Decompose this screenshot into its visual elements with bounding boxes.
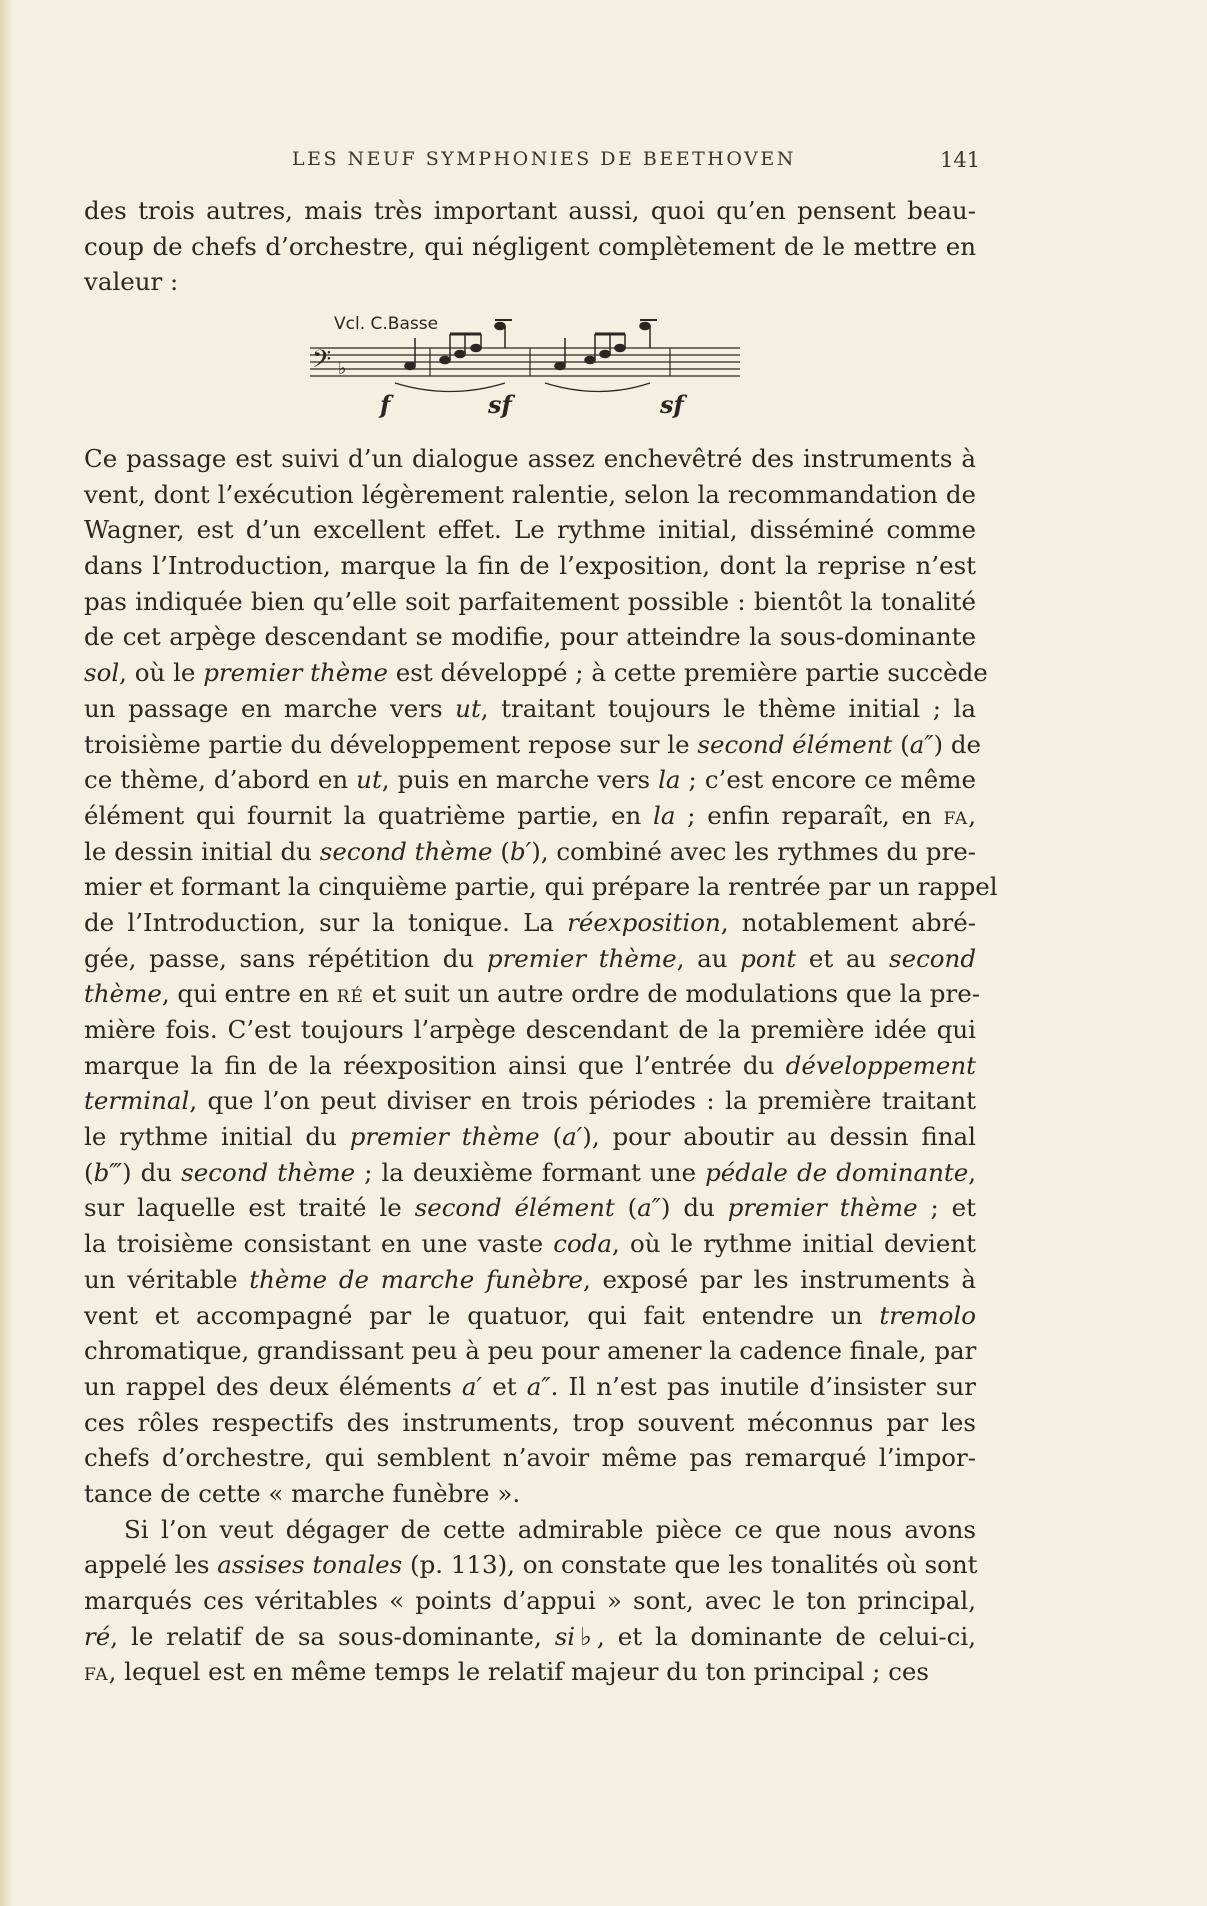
text-run: Wagner, est d’un excellent effet. Le rythme initial, disséminé comme (84, 515, 976, 545)
text-run: ) de (933, 729, 982, 759)
text-run: premier thème (349, 1122, 540, 1152)
text-line (84, 798, 976, 834)
text-run: ut (455, 693, 481, 723)
text-block-main (84, 441, 998, 1690)
text-run: troisième partie du développement repose sur le (84, 729, 698, 759)
text-line (84, 691, 976, 727)
text-line (84, 1369, 976, 1405)
text-run: ; la deuxième formant une (355, 1157, 706, 1187)
text-line (84, 1155, 976, 1191)
text-line (84, 1083, 976, 1119)
text-run: ( (492, 836, 510, 866)
text-run: sol (84, 658, 120, 688)
text-line (84, 619, 976, 655)
text-run: a″ (909, 729, 934, 759)
text-run: marqués ces véritables « points d’appui » sont, avec le ton principal, (84, 1586, 976, 1615)
text-run: premier thème (203, 658, 389, 688)
text-run: a″ (526, 1371, 551, 1401)
text-run: , et la dominante de celui-ci, (597, 1621, 976, 1651)
text-run: ces rôles respectifs des instruments, trop souvent méconnus par les (84, 1407, 976, 1437)
text-run: , le relatif de sa sous-dominante, (110, 1621, 555, 1651)
text-run: premier thème (727, 1193, 918, 1223)
running-head (0, 148, 1207, 178)
text-line (84, 512, 976, 548)
text-line (84, 1440, 976, 1476)
text-line (84, 727, 982, 763)
text-line (84, 584, 976, 620)
music-staff (300, 308, 760, 418)
text-run: ut (356, 765, 382, 795)
text-run: a″ (637, 1193, 661, 1223)
text-run: la troisième consistant en une vaste (84, 1229, 554, 1259)
text-run: , (968, 1157, 977, 1187)
text-run: et au (796, 943, 889, 973)
text-run: mière fois. C’est toujours l’arpège descendant de la première idée qui (84, 1015, 976, 1044)
text-run: ) du (660, 1193, 728, 1223)
text-run: coda (553, 1229, 613, 1259)
text-line (84, 1405, 976, 1441)
text-run: ( (539, 1122, 563, 1152)
text-run: réexposition (567, 907, 721, 937)
text-run: second thème (319, 836, 493, 866)
text-line (84, 1512, 976, 1548)
text-run: , notablement abré- (720, 907, 977, 937)
text-line (84, 548, 976, 584)
text-run: , exposé par les instruments à (582, 1264, 976, 1294)
text-run: ( (614, 1193, 638, 1223)
text-line (84, 976, 980, 1012)
text-run: ), pour aboutir au dessin final (582, 1122, 976, 1152)
text-run: marque la fin de la réexposition ainsi que l’entrée du (84, 1050, 786, 1080)
paragraph-2 (84, 1512, 976, 1690)
text-line (84, 941, 976, 977)
text-run: a′ (461, 1371, 483, 1401)
text-run: tremolo (879, 1300, 976, 1330)
text-run: de l’Introduction, sur la tonique. La (84, 907, 568, 937)
text-run: et suit un autre ordre de modulations que la pre- (363, 979, 980, 1009)
text-run: ré (84, 1621, 111, 1651)
text-line (84, 1583, 976, 1619)
svg-text:𝄢: 𝄢 (312, 345, 332, 380)
text-run: thème de marche funèbre (249, 1264, 583, 1294)
text-run: second élément (414, 1193, 615, 1223)
text-run: . Il n’est pas inutile d’insister sur (550, 1371, 976, 1401)
music-example (300, 308, 760, 418)
text-run: , où le rythme initial devient (612, 1229, 976, 1259)
text-line (84, 869, 998, 905)
text-run: second thème (181, 1157, 356, 1187)
page-edge-shadow (0, 0, 14, 1906)
text-line (84, 1547, 976, 1583)
music-instrument-label: Vcl. C.Basse (334, 314, 439, 334)
text-line (84, 1476, 976, 1512)
text-run: (p. 113), on constate que les tonalités où sont (402, 1550, 978, 1580)
text-run: la (653, 800, 676, 830)
text-run: second élément (697, 729, 893, 759)
text-line: coup de chefs d’orchestre, qui négligent complètement de le mettre en (84, 231, 976, 261)
text-run: si♭ (554, 1621, 598, 1651)
text-line: valeur : (84, 267, 179, 297)
text-run: FA (943, 808, 969, 829)
text-run: ( (84, 1157, 94, 1187)
text-run: tance de cette « marche funèbre ». (84, 1478, 521, 1508)
text-run: dans l’Introduction, marque la fin de l’exposition, dont la reprise n’est (84, 551, 976, 581)
text-run: ( (892, 729, 910, 759)
text-run: a′ (562, 1122, 583, 1152)
page-number: 141 (940, 148, 981, 172)
text-run: ; enfin reparaît, en (675, 800, 944, 830)
text-line (84, 1619, 976, 1655)
text-line (84, 477, 976, 513)
text-block-intro (84, 193, 976, 300)
text-run: ), combiné avec les rythmes du pre- (531, 836, 976, 866)
text-run: FA (84, 1665, 109, 1686)
svg-text:♭: ♭ (338, 358, 347, 379)
text-run: ; et (917, 1193, 976, 1223)
text-line (84, 834, 976, 870)
text-run: thème (84, 979, 162, 1009)
text-line (84, 1226, 976, 1262)
text-run: ; c’est encore ce même (680, 765, 976, 795)
text-line (84, 1654, 976, 1690)
text-run: un véritable (84, 1264, 250, 1294)
text-run: , que l’on peut diviser en trois périodes : la première traitant (189, 1086, 976, 1116)
text-run: vent, dont l’exécution légèrement ralentie, selon la recommandation de (84, 479, 976, 509)
text-run: vent et accompagné par le quatuor, qui fait entendre un (84, 1300, 880, 1330)
text-run: pédale de dominante (705, 1157, 969, 1187)
text-run: de cet arpège descendant se modifie, pour atteindre la sous-dominante (84, 622, 976, 652)
text-line (84, 655, 988, 691)
text-line (84, 1012, 976, 1048)
text-run: un passage en marche vers (84, 693, 456, 723)
text-line (84, 1119, 976, 1155)
text-line (84, 1048, 976, 1084)
text-run: terminal (84, 1086, 190, 1116)
text-run: Si l’on veut dégager de cette admirable pièce ce que nous avons (124, 1514, 976, 1544)
text-run: le rythme initial du (84, 1122, 350, 1152)
text-run: premier thème (486, 943, 677, 973)
text-run: chefs d’orchestre, qui semblent n’avoir même pas remarqué l’impor- (84, 1443, 976, 1473)
dynamic-marking: sf (660, 390, 684, 419)
text-run: la (658, 765, 681, 795)
text-run: ) du (122, 1157, 182, 1187)
text-line (84, 1190, 976, 1226)
text-run: pont (740, 943, 797, 973)
running-head-title: LES NEUF SYMPHONIES DE BEETHOVEN (292, 148, 796, 170)
text-line (84, 762, 976, 798)
text-run: , (968, 800, 976, 830)
text-run: , puis en marche vers (381, 765, 659, 795)
text-run: le dessin initial du (84, 836, 320, 866)
text-run: b‴ (93, 1157, 122, 1187)
text-run: chromatique, grandissant peu à peu pour amener la cadence finale, par (84, 1336, 977, 1366)
text-line (84, 1333, 976, 1369)
text-run: ce thème, d’abord en (84, 765, 357, 795)
text-run: mier et formant la cinquième partie, qui prépare la rentrée par un rappel (84, 872, 998, 902)
text-run: un rappel des deux éléments (84, 1371, 462, 1401)
bass-clef-icon (312, 345, 331, 380)
text-line (84, 1298, 976, 1334)
text-run: , au (676, 943, 741, 973)
text-run: b′ (509, 836, 532, 866)
text-run: , où le (119, 658, 204, 688)
text-run: assises tonales (217, 1550, 403, 1580)
text-line (84, 1262, 976, 1298)
text-run: élément qui fournit la quatrième partie, en (84, 800, 654, 830)
dynamic-marking: sf (488, 390, 512, 419)
text-run: , traitant toujours le thème initial ; la (480, 693, 976, 723)
paragraph-1 (84, 441, 998, 1512)
text-run: second (889, 943, 977, 973)
dynamic-marking: f (380, 390, 391, 419)
text-run: pas indiquée bien qu’elle soit parfaitement possible : bientôt la tonalité (84, 586, 976, 616)
text-line (84, 441, 976, 477)
text-run: , qui entre en (161, 979, 337, 1009)
text-run: est développé ; à cette première partie succède (388, 658, 988, 688)
text-line (84, 905, 976, 941)
text-run: , lequel est en même temps le relatif majeur du ton principal ; ces (108, 1657, 930, 1687)
text-run: gée, passe, sans répétition du (84, 943, 487, 973)
text-run: et (482, 1371, 527, 1401)
text-run: appelé les (84, 1550, 218, 1580)
text-run: RÉ (336, 987, 364, 1008)
text-run: Ce passage est suivi d’un dialogue assez enchevêtré des instruments à (84, 444, 976, 473)
text-run: sur laquelle est traité le (84, 1193, 415, 1223)
text-run: développement (785, 1050, 976, 1080)
text-line: des trois autres, mais très important aussi, quoi qu’en pensent beau- (84, 196, 976, 225)
